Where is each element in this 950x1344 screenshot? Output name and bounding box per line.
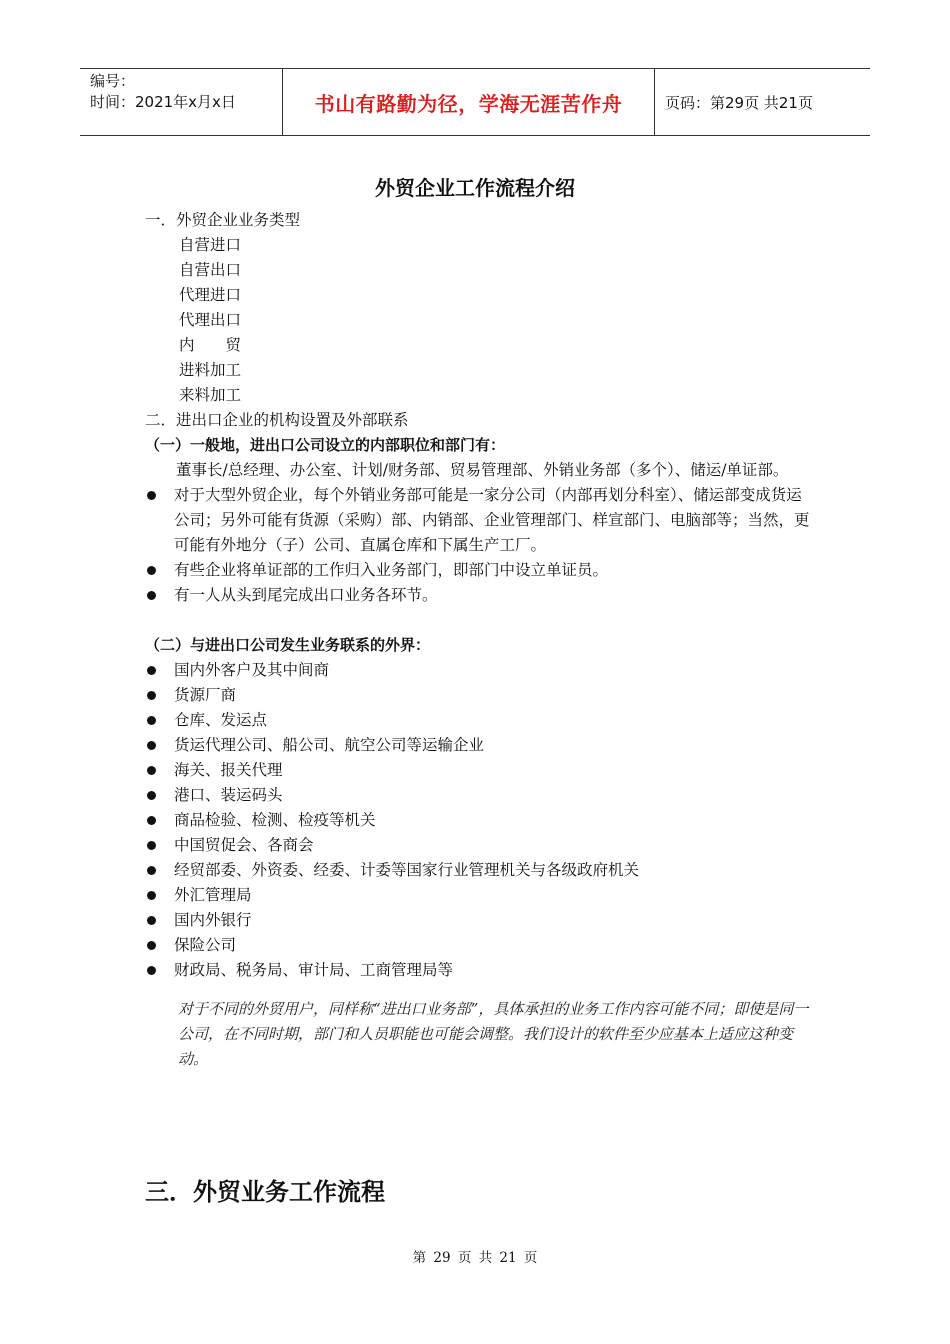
bullet-dot-icon bbox=[147, 941, 156, 950]
list-item-text: 货源厂商 bbox=[174, 686, 237, 704]
section1-item: 自营进口 bbox=[179, 236, 242, 254]
bullet-dot-icon bbox=[147, 766, 156, 775]
bullet-dot-icon bbox=[147, 566, 156, 575]
header-page-label: 页码：第29页 共21页 bbox=[665, 93, 813, 112]
header-meta bbox=[80, 69, 282, 135]
list-item-text: 对于大型外贸企业，每个外销业务部可能是一家分公司（内部再划分科室）、储运部变成货运公司；另外可能有货源（采购）部、内销部、企业管理部门、样宣部门、电脑部等；当然，更可能有外地分（子）公司、直属仓库和下属生产工厂。 bbox=[174, 486, 810, 554]
list-item bbox=[145, 783, 810, 808]
section1-item: 来料加工 bbox=[179, 386, 242, 404]
section3-heading: 三．外贸业务工作流程 bbox=[145, 1178, 385, 1206]
list-item bbox=[145, 658, 810, 683]
list-item-text: 海关、报关代理 bbox=[174, 761, 283, 779]
list-item-text: 经贸部委、外资委、经委、计委等国家行业管理机关与各级政府机关 bbox=[174, 861, 640, 879]
bullet-dot-icon bbox=[147, 866, 156, 875]
sub1-paragraph: 董事长/总经理、办公室、计划/财务部、贸易管理部、外销业务部（多个）、储运/单证部。 bbox=[176, 461, 789, 479]
list-item bbox=[145, 733, 810, 758]
section1-heading: 一．外贸企业业务类型 bbox=[145, 211, 301, 229]
list-item-text: 有一人从头到尾完成出口业务各环节。 bbox=[174, 586, 438, 604]
bullet-dot-icon bbox=[147, 741, 156, 750]
list-item-text: 外汇管理局 bbox=[174, 886, 252, 904]
list-item bbox=[145, 758, 810, 783]
section1-item: 进料加工 bbox=[179, 361, 242, 379]
bullet-dot-icon bbox=[147, 966, 156, 975]
bullet-dot-icon bbox=[147, 816, 156, 825]
page-footer: 第 29 页 共 21 页 bbox=[412, 1250, 538, 1266]
document-body bbox=[145, 208, 810, 1072]
list-item-text: 仓库、发运点 bbox=[174, 711, 268, 729]
spacer bbox=[145, 608, 810, 633]
list-item-text: 国内外客户及其中间商 bbox=[174, 661, 330, 679]
bullet-dot-icon bbox=[147, 491, 156, 500]
bullet-dot-icon bbox=[147, 841, 156, 850]
number-label: 编号： bbox=[90, 72, 136, 90]
italic-note: 对于不同的外贸用户，同样称“进出口业务部”，具体承担的业务工作内容可能不同；即使是同一公司，在不同时期，部门和人员职能也可能会调整。我们设计的软件至少应基本上适应这种变动。 bbox=[178, 1000, 809, 1068]
list-item bbox=[145, 483, 810, 558]
document-header bbox=[80, 68, 870, 136]
sub2-bullet-list bbox=[145, 658, 810, 983]
sub1-bullet-list bbox=[145, 483, 810, 608]
list-item bbox=[145, 683, 810, 708]
bullet-dot-icon bbox=[147, 716, 156, 725]
list-item-text: 有些企业将单证部的工作归入业务部门，即部门中设立单证员。 bbox=[174, 561, 609, 579]
bullet-dot-icon bbox=[147, 591, 156, 600]
list-item bbox=[145, 708, 810, 733]
section1-item: 内 贸 bbox=[179, 336, 242, 354]
section1-list bbox=[145, 233, 810, 408]
sub1-heading: （一）一般地，进出口公司设立的内部职位和部门有： bbox=[145, 436, 506, 454]
section1-item: 代理出口 bbox=[179, 311, 242, 329]
list-item bbox=[145, 883, 810, 908]
list-item-text: 商品检验、检测、检疫等机关 bbox=[174, 811, 376, 829]
bullet-dot-icon bbox=[147, 666, 156, 675]
list-item bbox=[145, 908, 810, 933]
time-label: 时间：2021年x月x日 bbox=[90, 93, 236, 111]
list-item bbox=[145, 933, 810, 958]
bullet-dot-icon bbox=[147, 691, 156, 700]
bullet-dot-icon bbox=[147, 916, 156, 925]
section1-item: 自营出口 bbox=[179, 261, 242, 279]
list-item bbox=[145, 833, 810, 858]
header-motto: 书山有路勤为径，学海无涯苦作舟 bbox=[282, 69, 655, 135]
list-item-text: 国内外银行 bbox=[174, 911, 252, 929]
list-item bbox=[145, 558, 810, 583]
bullet-dot-icon bbox=[147, 891, 156, 900]
list-item-text: 中国贸促会、各商会 bbox=[174, 836, 314, 854]
list-item-text: 保险公司 bbox=[174, 936, 237, 954]
sub2-heading: （二）与进出口公司发生业务联系的外界： bbox=[145, 636, 431, 654]
list-item bbox=[145, 958, 810, 983]
bullet-dot-icon bbox=[147, 791, 156, 800]
list-item bbox=[145, 808, 810, 833]
section1-item: 代理进口 bbox=[179, 286, 242, 304]
document-title: 外贸企业工作流程介绍 bbox=[375, 176, 575, 200]
list-item bbox=[145, 583, 810, 608]
list-item bbox=[145, 858, 810, 883]
list-item-text: 货运代理公司、船公司、航空公司等运输企业 bbox=[174, 736, 485, 754]
list-item-text: 港口、装运码头 bbox=[174, 786, 283, 804]
list-item-text: 财政局、税务局、审计局、工商管理局等 bbox=[174, 961, 454, 979]
section2-heading: 二．进出口企业的机构设置及外部联系 bbox=[145, 411, 409, 429]
